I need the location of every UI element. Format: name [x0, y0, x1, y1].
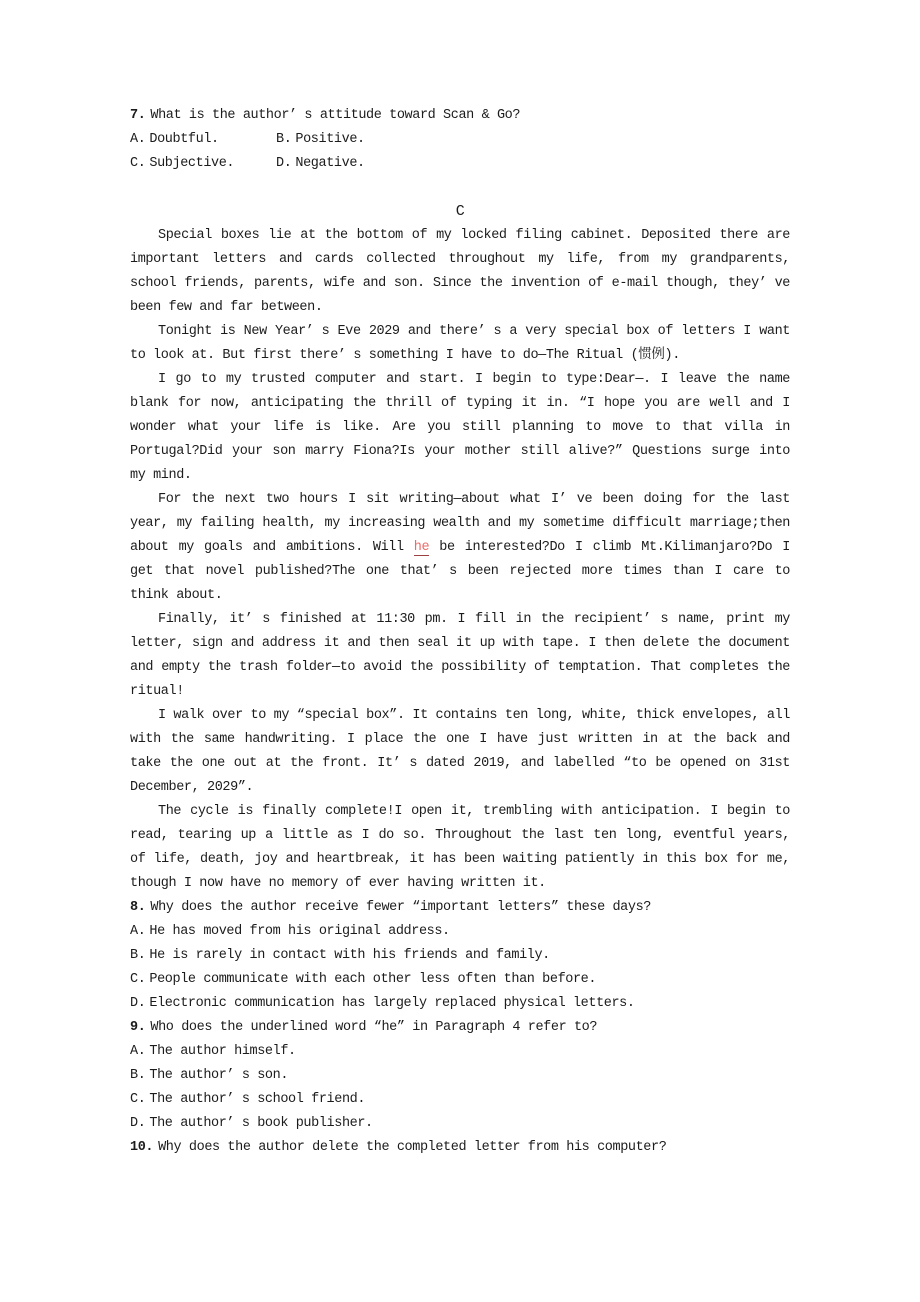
option-text: Positive.	[295, 132, 365, 147]
option-text: The author’ s school friend.	[149, 1092, 366, 1107]
passage-paragraph-4	[130, 488, 790, 608]
option-label: D.	[130, 1116, 146, 1131]
question-8-text: Why does the author receive fewer “important letters” these days?	[150, 900, 651, 915]
question-7-option-a	[130, 128, 276, 152]
section-heading: C	[455, 203, 465, 220]
option-text: The author himself.	[149, 1044, 296, 1059]
question-9-option-c	[130, 1088, 790, 1112]
option-text: Doubtful.	[149, 132, 219, 147]
option-label: B.	[130, 1068, 146, 1083]
option-label: B.	[276, 132, 292, 147]
paragraph-4-text-before: For the next two hours I sit writing—about what I’ ve been doing for the last year, my failing health, my increasing wealth and my sometime difficult marriage;then about my goals and ambitions. Will	[130, 492, 790, 555]
option-label: A.	[130, 1044, 146, 1059]
question-9-number: 9.	[130, 1020, 146, 1035]
question-8-option-c	[130, 968, 790, 992]
option-label: A.	[130, 924, 146, 939]
option-text: Electronic communication has largely replaced physical letters.	[149, 996, 635, 1011]
question-8-option-d	[130, 992, 790, 1016]
question-10-text: Why does the author delete the completed letter from his computer?	[158, 1140, 667, 1155]
question-8-option-b	[130, 944, 790, 968]
option-text: Subjective.	[149, 156, 235, 171]
option-label: D.	[276, 156, 292, 171]
passage-paragraph-1: Special boxes lie at the bottom of my locked filing cabinet. Deposited there are important letters and cards collected throughout my life, from my grandparents, school friends, parents, wife and son. Since the invention of e-mail though, they’ ve been few and far between.	[130, 228, 790, 315]
passage-paragraph-7: The cycle is finally complete!I open it, trembling with anticipation. I begin to read, tearing up a little as I do so. Throughout the last ten long, eventful years, of life, death, joy and heartbreak, it has been waiting patiently in this box for me, though I now have no memory of ever having written it.	[130, 804, 790, 891]
passage-paragraph-2: Tonight is New Year’ s Eve 2029 and there’ s a very special box of letters I want to look at. But first there’ s something I have to do—The Ritual (惯例).	[130, 324, 790, 363]
question-7-options	[130, 128, 790, 176]
question-7-text: What is the author’ s attitude toward Scan & Go?	[150, 108, 521, 123]
paragraph-4-text-after: be interested?Do I climb Mt.Kilimanjaro?Do I get that novel published?The one that’ s been rejected more times than I care to think about.	[130, 540, 791, 603]
question-7-option-c	[130, 152, 276, 176]
option-label: B.	[130, 948, 146, 963]
question-9	[130, 1016, 790, 1040]
question-9-option-a	[130, 1040, 790, 1064]
option-label: C.	[130, 156, 146, 171]
underlined-word-he: he	[413, 540, 430, 555]
passage-paragraph-3: I go to my trusted computer and start. I begin to type:Dear—. I leave the name blank for now, anticipating the thrill of typing it in. “I hope you are well and I wonder what your life is like. Are you still planning to move to that villa in Portugal?Did your son marry Fiona?Is your mother still alive?” Questions surge into my mind.	[130, 372, 790, 483]
question-8-number: 8.	[130, 900, 146, 915]
option-label: C.	[130, 1092, 146, 1107]
question-9-option-d	[130, 1112, 790, 1136]
option-text: The author’ s son.	[149, 1068, 289, 1083]
question-10	[130, 1136, 790, 1160]
option-label: C.	[130, 972, 146, 987]
option-text: Negative.	[295, 156, 365, 171]
question-8	[130, 896, 790, 920]
passage-paragraph-5: Finally, it’ s finished at 11:30 pm. I fill in the recipient’ s name, print my letter, sign and address it and then seal it up with tape. I then delete the document and empty the trash folder—to avoid the possibility of temptation. That completes the ritual!	[130, 612, 790, 699]
question-10-number: 10.	[130, 1140, 154, 1155]
passage-paragraph-6: I walk over to my “special box”. It contains ten long, white, thick envelopes, all with the same handwriting. I place the one I have just written in at the back and take the one out at the front. It’ s dated 2019, and labelled “to be opened on 31st December, 2029”.	[130, 708, 790, 795]
option-label: D.	[130, 996, 146, 1011]
question-7-option-b	[276, 128, 790, 152]
option-text: He has moved from his original address.	[149, 924, 450, 939]
question-7-option-d	[276, 152, 790, 176]
question-7	[130, 104, 790, 128]
question-8-option-a	[130, 920, 790, 944]
question-7-number: 7.	[130, 108, 146, 123]
option-text: The author’ s book publisher.	[149, 1116, 373, 1131]
option-label: A.	[130, 132, 146, 147]
question-9-text: Who does the underlined word “he” in Paragraph 4 refer to?	[150, 1020, 598, 1035]
option-text: He is rarely in contact with his friends and family.	[149, 948, 550, 963]
option-text: People communicate with each other less often than before.	[149, 972, 597, 987]
question-9-option-b	[130, 1064, 790, 1088]
